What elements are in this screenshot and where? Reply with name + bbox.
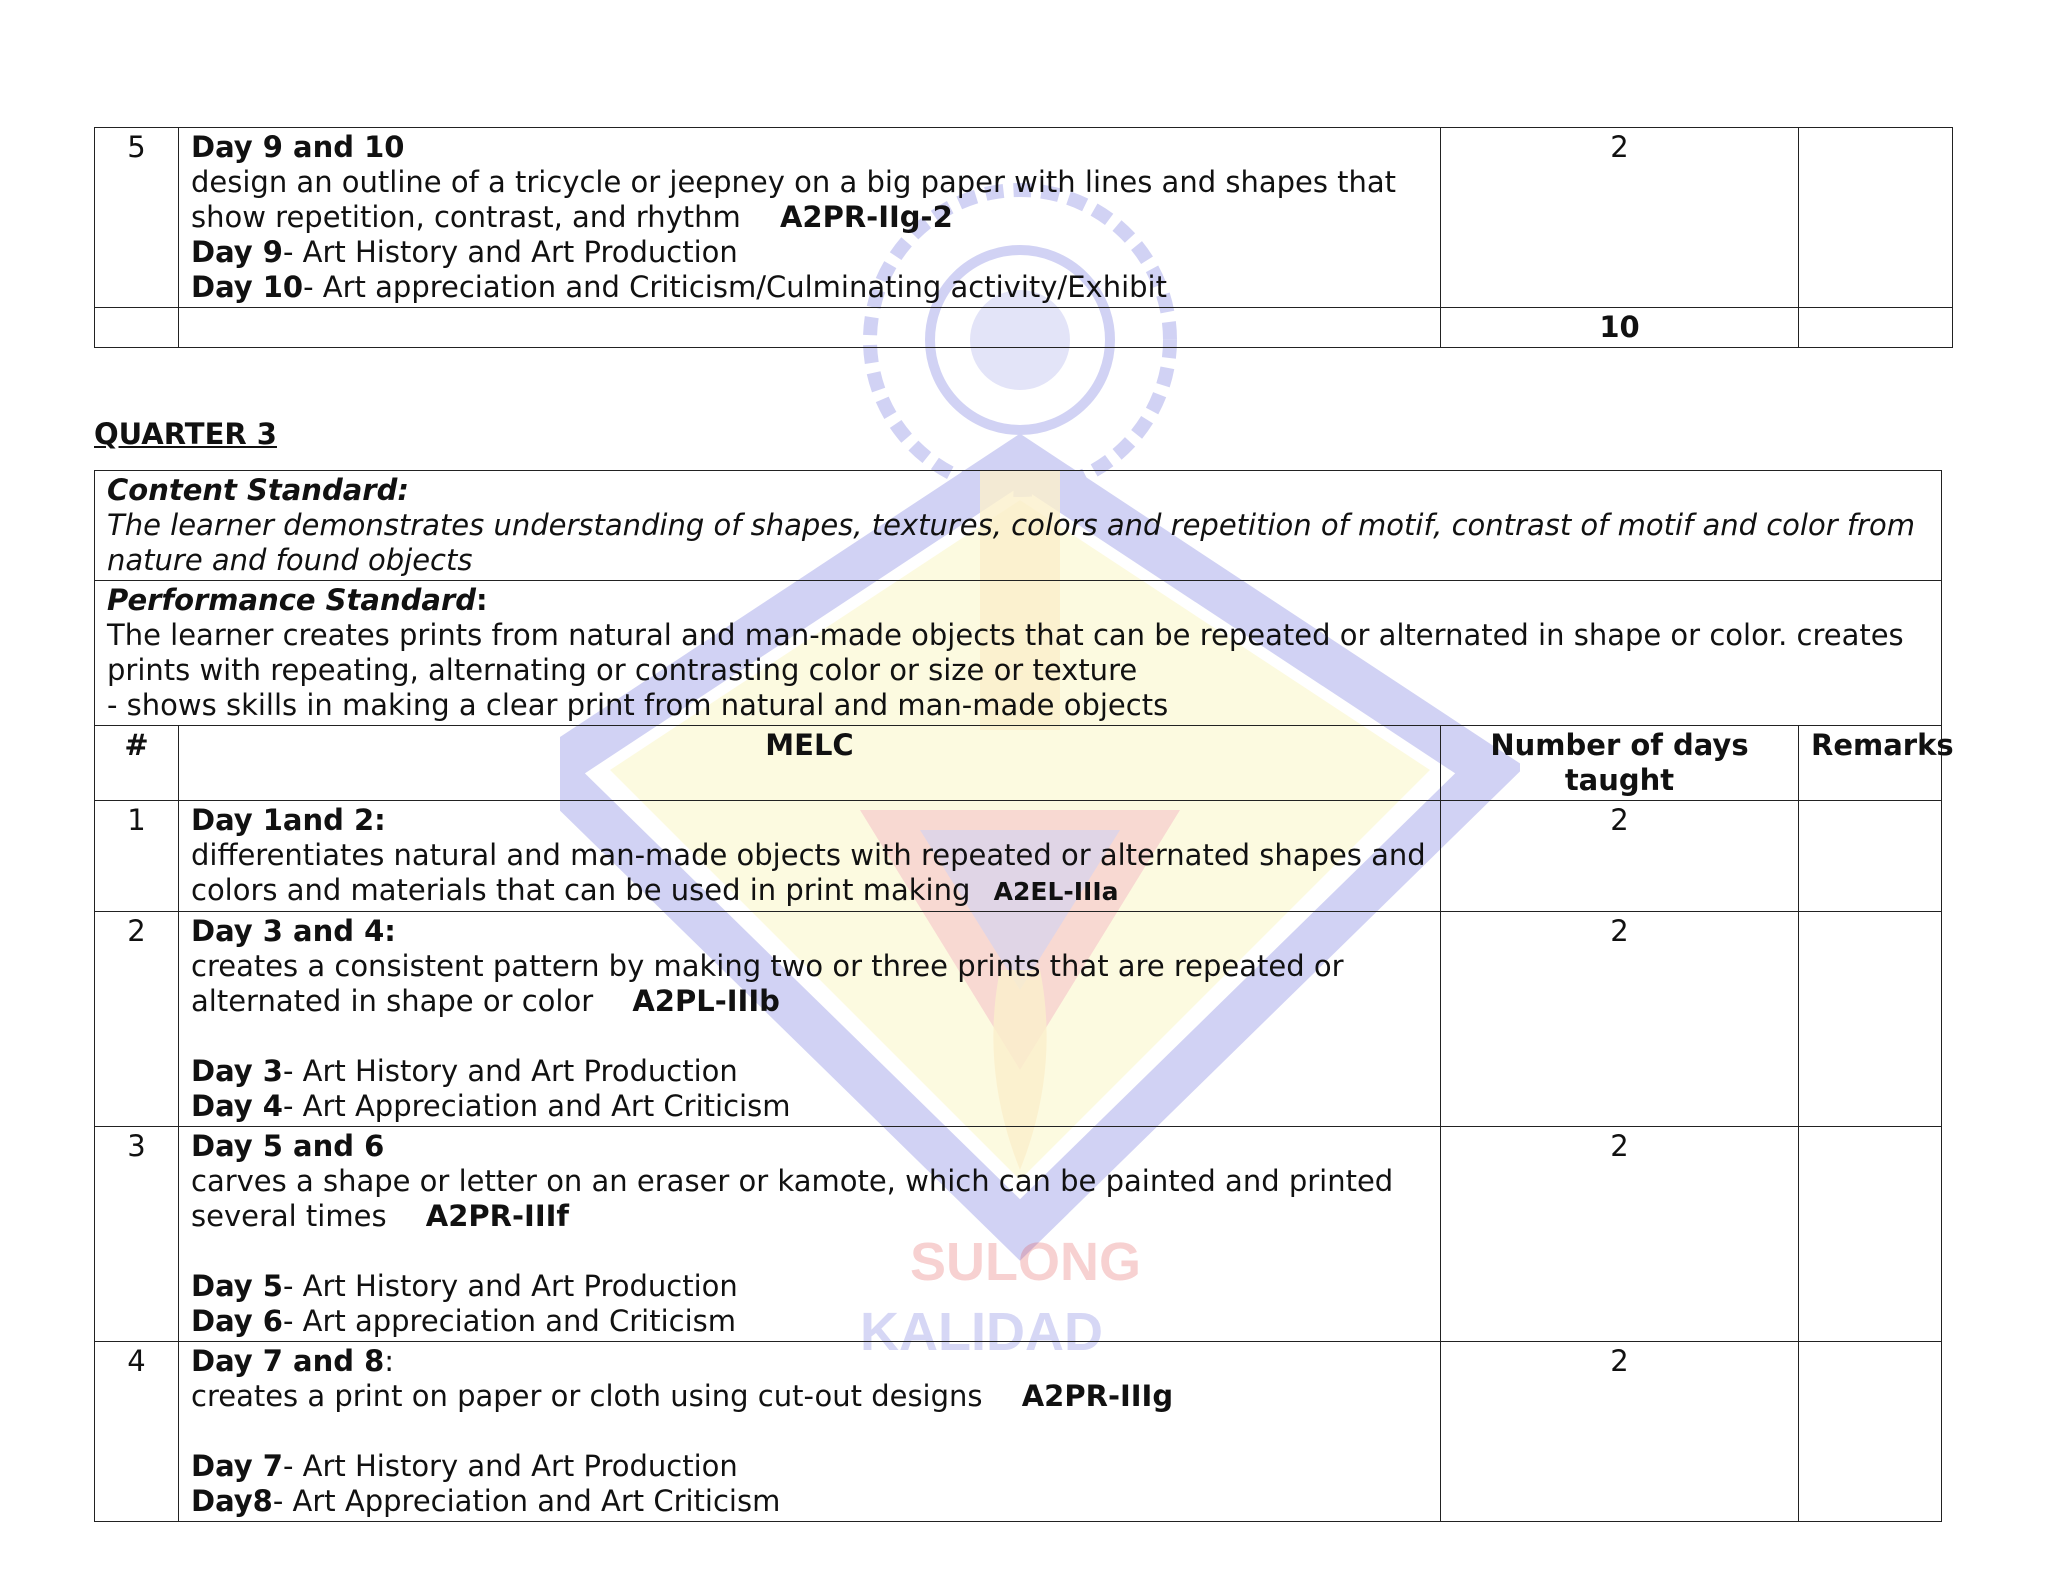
row-number: 5	[95, 128, 179, 308]
total-row	[95, 308, 1953, 348]
watermark-text-1: SULONG	[910, 1232, 1142, 1292]
header-remarks: Remarks	[1799, 726, 1942, 801]
content-standard-cell	[95, 471, 1942, 581]
melc-code: A2PR-IIg-2	[779, 200, 953, 234]
days-taught: 2	[1441, 801, 1799, 912]
melc-text: design an outline of a tricycle or jeepney on a big paper with lines and shapes that show repetition, contrast, and rhythm	[191, 165, 1397, 234]
day-label: Day 3	[191, 1054, 283, 1088]
melc-cell	[179, 801, 1441, 912]
remarks-cell	[1799, 128, 1953, 308]
table-row	[95, 801, 1942, 912]
day-activity: - Art History and Art Production	[282, 1269, 738, 1303]
day-activity: - Art Appreciation and Art Criticism	[272, 1484, 781, 1518]
table-row	[95, 912, 1942, 1127]
melc-code: A2PR-IIIg	[1021, 1379, 1174, 1413]
melc-cell	[179, 128, 1441, 308]
day-label: Day 7	[191, 1449, 283, 1483]
row-number: 4	[95, 1342, 179, 1522]
days-taught: 2	[1441, 1342, 1799, 1522]
days-taught: 2	[1441, 1127, 1799, 1342]
remarks-cell	[1799, 801, 1942, 912]
remarks-cell	[1799, 1127, 1942, 1342]
total-days: 10	[1441, 308, 1799, 348]
day-label: Day 6	[191, 1304, 283, 1338]
melc-text: carves a shape or letter on an eraser or kamote, which can be painted and printed several times	[191, 1164, 1394, 1233]
day-label: Day 9	[191, 235, 283, 269]
days-taught: 2	[1441, 128, 1799, 308]
days-taught: 2	[1441, 912, 1799, 1127]
day-activity: - Art appreciation and Criticism/Culminating activity/Exhibit	[303, 270, 1167, 304]
day-heading: Day 5 and 6	[191, 1129, 385, 1163]
table-header-row	[95, 726, 1942, 801]
melc-code: A2EL-IIIa	[993, 877, 1119, 906]
day-heading: Day 7 and 8	[191, 1344, 385, 1378]
header-days: Number of days taught	[1441, 726, 1799, 801]
melc-code: A2PR-IIIf	[425, 1199, 570, 1233]
day-label: Day 5	[191, 1269, 283, 1303]
table-row	[95, 1127, 1942, 1342]
header-num: #	[95, 726, 179, 801]
row-number: 3	[95, 1127, 179, 1342]
day-activity: - Art Appreciation and Art Criticism	[282, 1089, 791, 1123]
performance-standard-text: The learner creates prints from natural and man-made objects that can be repeated or alternated in shape or color. creates prints with repeating, alternating or contrasting color or size or texture	[107, 618, 1904, 687]
melc-text: differentiates natural and man-made objects with repeated or alternated shapes and colors and materials that can be used in print making	[191, 838, 1426, 907]
quarter-title: QUARTER 3	[94, 417, 277, 451]
watermark-text-2: KALIDAD	[860, 1302, 1103, 1362]
melc-text: creates a consistent pattern by making two or three prints that are repeated or alternated in shape or color	[191, 949, 1344, 1018]
content-standard-row	[95, 471, 1942, 581]
quarter3-table	[94, 470, 1954, 1522]
day-label: Day 4	[191, 1089, 283, 1123]
day-heading: Day 9 and 10	[191, 130, 405, 164]
row-number: 1	[95, 801, 179, 912]
content-standard-label: Content Standard:	[107, 473, 409, 507]
day-activity: - Art appreciation and Criticism	[282, 1304, 737, 1338]
day-label: Day8	[191, 1484, 273, 1518]
remarks-cell	[1799, 1342, 1942, 1522]
performance-standard-row	[95, 581, 1942, 726]
empty-cell	[179, 308, 1441, 348]
table-row	[95, 128, 1953, 308]
content-standard-text: The learner demonstrates understanding of shapes, textures, colors and repetition of motif, contrast of motif and color from nature and found objects	[107, 508, 1915, 577]
day-activity: - Art History and Art Production	[282, 235, 738, 269]
header-melc: MELC	[179, 726, 1441, 801]
day-heading: Day 1and 2:	[191, 803, 386, 837]
day-activity: - Art History and Art Production	[282, 1449, 738, 1483]
performance-standard-text-2: - shows skills in making a clear print from natural and man-made objects	[107, 688, 1169, 722]
melc-cell	[179, 1127, 1441, 1342]
melc-cell: Day 7 and 8: creates a print on paper or cloth using cut-out designs A2PR-IIIg Day 7- Art History and Art Production Day8- Art Appreciation and Art Criticism	[179, 1342, 1441, 1522]
performance-standard-cell: Performance Standard: The learner creates prints from natural and man-made objects that can be repeated or alternated in shape or color. creates prints with repeating, alternating or contrasting color or size or texture - shows skills in making a clear print from natural and man-made objects	[95, 581, 1942, 726]
previous-quarter-table	[94, 127, 1953, 348]
day-heading: Day 3 and 4:	[191, 914, 396, 948]
day-label: Day 10	[191, 270, 304, 304]
melc-cell	[179, 912, 1441, 1127]
performance-standard-label: Performance Standard	[107, 583, 477, 617]
empty-cell	[95, 308, 179, 348]
empty-cell	[1799, 308, 1953, 348]
melc-code: A2PL-IIIb	[632, 984, 780, 1018]
melc-text: creates a print on paper or cloth using cut-out designs	[191, 1379, 983, 1413]
row-number: 2	[95, 912, 179, 1127]
remarks-cell	[1799, 912, 1942, 1127]
table-row	[95, 1342, 1942, 1522]
day-activity: - Art History and Art Production	[282, 1054, 738, 1088]
